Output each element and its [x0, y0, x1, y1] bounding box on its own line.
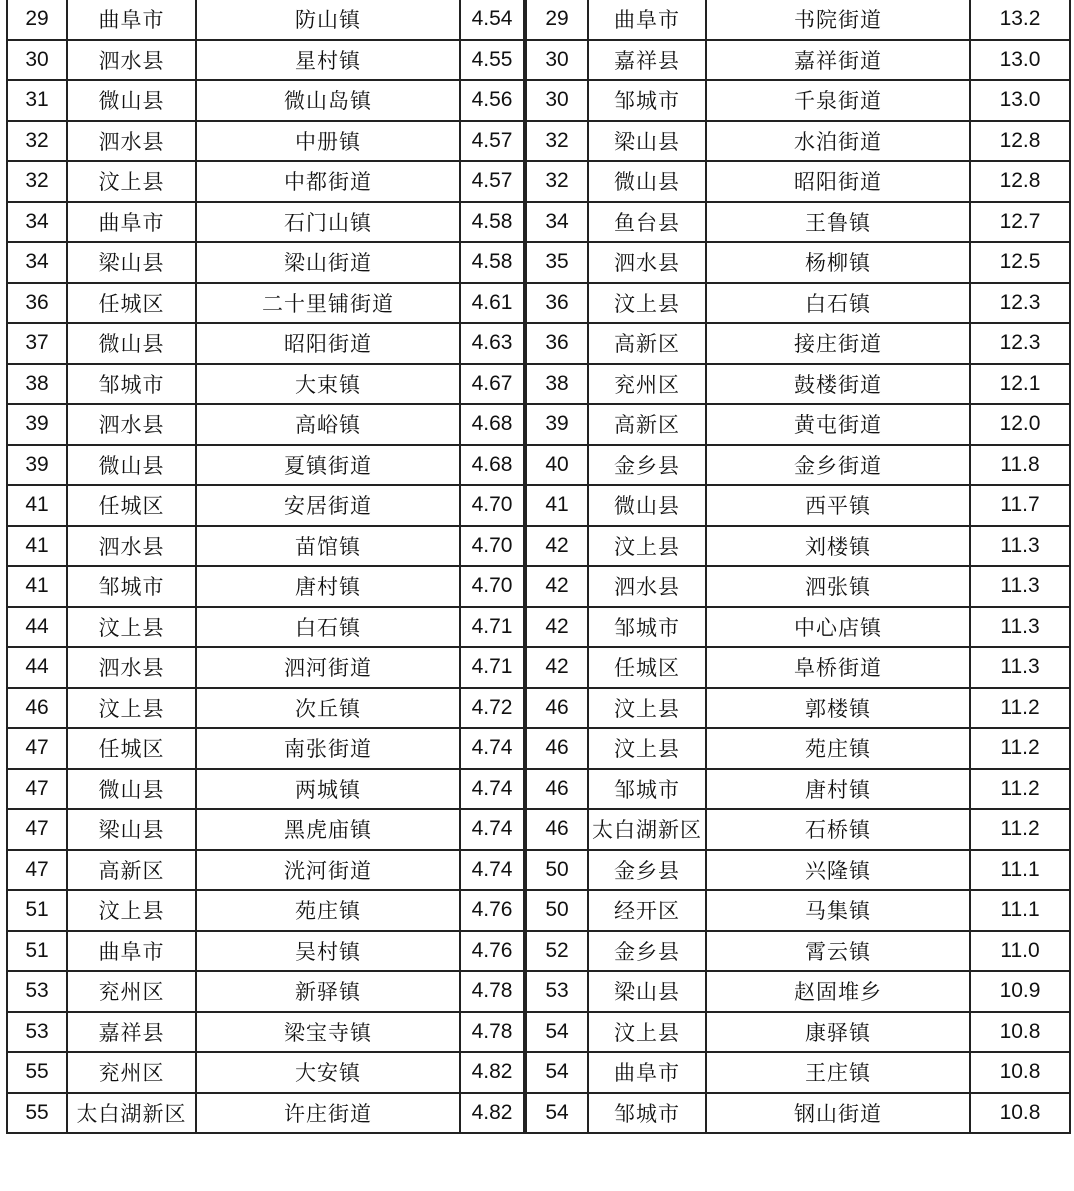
county-cell: 邹城市	[588, 1093, 706, 1134]
table-row	[526, 931, 1070, 972]
county-cell: 汶上县	[588, 688, 706, 729]
rank-cell: 41	[7, 485, 67, 526]
town-cell: 郭楼镇	[706, 688, 970, 729]
county-cell: 鱼台县	[588, 202, 706, 243]
town-cell: 刘楼镇	[706, 526, 970, 567]
town-cell: 大束镇	[196, 364, 460, 405]
table-row	[526, 242, 1070, 283]
value-cell: 11.1	[970, 890, 1070, 931]
county-cell: 微山县	[67, 769, 196, 810]
rank-cell: 51	[7, 931, 67, 972]
rank-cell: 50	[526, 890, 588, 931]
value-cell: 4.82	[460, 1052, 524, 1093]
county-cell: 金乡县	[588, 445, 706, 486]
county-cell: 泗水县	[67, 121, 196, 162]
county-cell: 泗水县	[67, 647, 196, 688]
rank-cell: 46	[526, 688, 588, 729]
table-row	[526, 971, 1070, 1012]
town-cell: 泗河街道	[196, 647, 460, 688]
value-cell: 4.68	[460, 404, 524, 445]
table-row	[7, 607, 524, 648]
table-row	[7, 121, 524, 162]
town-cell: 嘉祥街道	[706, 40, 970, 81]
county-cell: 泗水县	[67, 404, 196, 445]
right-ranking-table	[525, 0, 1071, 1134]
value-cell: 4.74	[460, 769, 524, 810]
county-cell: 高新区	[588, 404, 706, 445]
rank-cell: 50	[526, 850, 588, 891]
county-cell: 微山县	[67, 80, 196, 121]
value-cell: 11.3	[970, 647, 1070, 688]
county-cell: 梁山县	[67, 809, 196, 850]
value-cell: 4.57	[460, 121, 524, 162]
value-cell: 4.78	[460, 971, 524, 1012]
table-row	[526, 769, 1070, 810]
county-cell: 汶上县	[588, 728, 706, 769]
value-cell: 4.71	[460, 647, 524, 688]
table-row	[7, 566, 524, 607]
value-cell: 4.58	[460, 202, 524, 243]
table-row	[7, 161, 524, 202]
town-cell: 黑虎庙镇	[196, 809, 460, 850]
county-cell: 金乡县	[588, 850, 706, 891]
town-cell: 夏镇街道	[196, 445, 460, 486]
value-cell: 4.54	[460, 0, 524, 40]
value-cell: 13.2	[970, 0, 1070, 40]
table-row	[526, 485, 1070, 526]
county-cell: 金乡县	[588, 931, 706, 972]
town-cell: 书院街道	[706, 0, 970, 40]
town-cell: 白石镇	[196, 607, 460, 648]
value-cell: 11.3	[970, 526, 1070, 567]
county-cell: 经开区	[588, 890, 706, 931]
county-cell: 汶上县	[67, 161, 196, 202]
table-row	[526, 566, 1070, 607]
table-row	[7, 526, 524, 567]
rank-cell: 38	[526, 364, 588, 405]
town-cell: 马集镇	[706, 890, 970, 931]
rank-cell: 51	[7, 890, 67, 931]
rank-cell: 29	[526, 0, 588, 40]
county-cell: 梁山县	[588, 971, 706, 1012]
value-cell: 12.1	[970, 364, 1070, 405]
rank-cell: 34	[7, 242, 67, 283]
county-cell: 微山县	[588, 161, 706, 202]
town-cell: 防山镇	[196, 0, 460, 40]
rank-cell: 39	[7, 404, 67, 445]
county-cell: 兖州区	[67, 971, 196, 1012]
county-cell: 微山县	[67, 323, 196, 364]
table-row	[526, 202, 1070, 243]
rank-cell: 53	[7, 971, 67, 1012]
county-cell: 泗水县	[588, 566, 706, 607]
value-cell: 11.8	[970, 445, 1070, 486]
table-row	[7, 850, 524, 891]
town-cell: 梁山街道	[196, 242, 460, 283]
table-row	[7, 931, 524, 972]
table-row	[526, 40, 1070, 81]
rank-cell: 34	[526, 202, 588, 243]
value-cell: 4.72	[460, 688, 524, 729]
town-cell: 唐村镇	[706, 769, 970, 810]
value-cell: 12.3	[970, 283, 1070, 324]
table-row	[526, 890, 1070, 931]
table-row	[526, 607, 1070, 648]
county-cell: 邹城市	[588, 769, 706, 810]
value-cell: 4.70	[460, 526, 524, 567]
county-cell: 曲阜市	[67, 931, 196, 972]
value-cell: 4.70	[460, 485, 524, 526]
town-cell: 王鲁镇	[706, 202, 970, 243]
table-row	[7, 445, 524, 486]
rank-cell: 30	[526, 80, 588, 121]
table-row	[7, 1052, 524, 1093]
table-row	[7, 485, 524, 526]
county-cell: 泗水县	[588, 242, 706, 283]
left-table-body	[7, 0, 524, 1133]
county-cell: 任城区	[67, 728, 196, 769]
table-row	[7, 404, 524, 445]
table-row	[7, 242, 524, 283]
town-cell: 苑庄镇	[706, 728, 970, 769]
table-row	[526, 728, 1070, 769]
rank-cell: 36	[526, 323, 588, 364]
value-cell: 4.56	[460, 80, 524, 121]
town-cell: 石桥镇	[706, 809, 970, 850]
town-cell: 石门山镇	[196, 202, 460, 243]
town-cell: 微山岛镇	[196, 80, 460, 121]
county-cell: 曲阜市	[67, 0, 196, 40]
rank-cell: 41	[7, 526, 67, 567]
value-cell: 4.68	[460, 445, 524, 486]
rank-cell: 54	[526, 1052, 588, 1093]
town-cell: 吴村镇	[196, 931, 460, 972]
county-cell: 嘉祥县	[588, 40, 706, 81]
table-row	[526, 850, 1070, 891]
town-cell: 唐村镇	[196, 566, 460, 607]
value-cell: 13.0	[970, 80, 1070, 121]
county-cell: 汶上县	[67, 890, 196, 931]
county-cell: 邹城市	[588, 607, 706, 648]
rank-cell: 30	[7, 40, 67, 81]
rank-cell: 35	[526, 242, 588, 283]
rank-cell: 55	[7, 1093, 67, 1134]
rank-cell: 37	[7, 323, 67, 364]
town-cell: 王庄镇	[706, 1052, 970, 1093]
value-cell: 4.58	[460, 242, 524, 283]
town-cell: 梁宝寺镇	[196, 1012, 460, 1053]
town-cell: 南张街道	[196, 728, 460, 769]
town-cell: 金乡街道	[706, 445, 970, 486]
rank-cell: 39	[7, 445, 67, 486]
town-cell: 苗馆镇	[196, 526, 460, 567]
table-row	[526, 283, 1070, 324]
table-row	[526, 161, 1070, 202]
table-row	[7, 202, 524, 243]
county-cell: 汶上县	[67, 607, 196, 648]
table-row	[7, 971, 524, 1012]
value-cell: 4.74	[460, 728, 524, 769]
value-cell: 4.78	[460, 1012, 524, 1053]
table-row	[526, 80, 1070, 121]
rank-cell: 47	[7, 769, 67, 810]
value-cell: 11.3	[970, 607, 1070, 648]
rank-cell: 46	[7, 688, 67, 729]
table-row	[7, 1012, 524, 1053]
town-cell: 洸河街道	[196, 850, 460, 891]
rank-cell: 40	[526, 445, 588, 486]
rank-cell: 31	[7, 80, 67, 121]
table-row	[526, 0, 1070, 40]
value-cell: 10.8	[970, 1052, 1070, 1093]
town-cell: 昭阳街道	[196, 323, 460, 364]
value-cell: 4.55	[460, 40, 524, 81]
county-cell: 高新区	[588, 323, 706, 364]
value-cell: 4.76	[460, 890, 524, 931]
table-row	[526, 323, 1070, 364]
town-cell: 星村镇	[196, 40, 460, 81]
rank-cell: 34	[7, 202, 67, 243]
table-row	[526, 1012, 1070, 1053]
county-cell: 嘉祥县	[67, 1012, 196, 1053]
rank-cell: 36	[526, 283, 588, 324]
county-cell: 泗水县	[67, 40, 196, 81]
town-cell: 赵固堆乡	[706, 971, 970, 1012]
table-row	[526, 404, 1070, 445]
county-cell: 高新区	[67, 850, 196, 891]
town-cell: 许庄街道	[196, 1093, 460, 1134]
rank-cell: 54	[526, 1093, 588, 1134]
town-cell: 白石镇	[706, 283, 970, 324]
town-cell: 杨柳镇	[706, 242, 970, 283]
rank-cell: 47	[7, 809, 67, 850]
value-cell: 4.61	[460, 283, 524, 324]
table-row	[526, 809, 1070, 850]
rank-cell: 41	[7, 566, 67, 607]
table-row	[7, 688, 524, 729]
table-row	[7, 283, 524, 324]
county-cell: 兖州区	[67, 1052, 196, 1093]
rank-cell: 47	[7, 850, 67, 891]
county-cell: 曲阜市	[588, 1052, 706, 1093]
value-cell: 4.57	[460, 161, 524, 202]
county-cell: 任城区	[588, 647, 706, 688]
rank-cell: 42	[526, 647, 588, 688]
left-ranking-table	[6, 0, 525, 1134]
value-cell: 11.2	[970, 809, 1070, 850]
rank-cell: 36	[7, 283, 67, 324]
town-cell: 二十里铺街道	[196, 283, 460, 324]
town-cell: 两城镇	[196, 769, 460, 810]
rank-cell: 32	[7, 161, 67, 202]
rank-cell: 29	[7, 0, 67, 40]
rank-cell: 47	[7, 728, 67, 769]
value-cell: 11.7	[970, 485, 1070, 526]
rank-cell: 53	[526, 971, 588, 1012]
county-cell: 汶上县	[67, 688, 196, 729]
value-cell: 11.1	[970, 850, 1070, 891]
rank-cell: 32	[526, 161, 588, 202]
table-row	[7, 769, 524, 810]
county-cell: 任城区	[67, 283, 196, 324]
town-cell: 泗张镇	[706, 566, 970, 607]
county-cell: 汶上县	[588, 283, 706, 324]
town-cell: 昭阳街道	[706, 161, 970, 202]
value-cell: 11.2	[970, 769, 1070, 810]
county-cell: 太白湖新区	[67, 1093, 196, 1134]
value-cell: 11.3	[970, 566, 1070, 607]
town-cell: 霄云镇	[706, 931, 970, 972]
county-cell: 兖州区	[588, 364, 706, 405]
value-cell: 10.8	[970, 1093, 1070, 1134]
rank-cell: 30	[526, 40, 588, 81]
value-cell: 11.0	[970, 931, 1070, 972]
table-row	[526, 364, 1070, 405]
table-row	[526, 647, 1070, 688]
rank-cell: 44	[7, 607, 67, 648]
rank-cell: 42	[526, 526, 588, 567]
town-cell: 西平镇	[706, 485, 970, 526]
table-row	[7, 323, 524, 364]
table-row	[526, 688, 1070, 729]
town-cell: 高峪镇	[196, 404, 460, 445]
rank-cell: 42	[526, 566, 588, 607]
rank-cell: 42	[526, 607, 588, 648]
value-cell: 12.3	[970, 323, 1070, 364]
county-cell: 泗水县	[67, 526, 196, 567]
rank-cell: 46	[526, 809, 588, 850]
value-cell: 4.67	[460, 364, 524, 405]
county-cell: 汶上县	[588, 526, 706, 567]
town-cell: 安居街道	[196, 485, 460, 526]
table-row	[7, 364, 524, 405]
rank-cell: 46	[526, 728, 588, 769]
rank-cell: 39	[526, 404, 588, 445]
table-row	[7, 40, 524, 81]
town-cell: 接庄街道	[706, 323, 970, 364]
table-row	[7, 0, 524, 40]
value-cell: 11.2	[970, 688, 1070, 729]
town-cell: 黄屯街道	[706, 404, 970, 445]
town-cell: 中都街道	[196, 161, 460, 202]
town-cell: 千泉街道	[706, 80, 970, 121]
table-row	[7, 890, 524, 931]
rank-cell: 55	[7, 1052, 67, 1093]
county-cell: 微山县	[588, 485, 706, 526]
value-cell: 13.0	[970, 40, 1070, 81]
town-cell: 水泊街道	[706, 121, 970, 162]
value-cell: 4.82	[460, 1093, 524, 1134]
town-cell: 次丘镇	[196, 688, 460, 729]
county-cell: 太白湖新区	[588, 809, 706, 850]
town-cell: 大安镇	[196, 1052, 460, 1093]
county-cell: 汶上县	[588, 1012, 706, 1053]
county-cell: 曲阜市	[588, 0, 706, 40]
rank-cell: 44	[7, 647, 67, 688]
table-row	[526, 121, 1070, 162]
table-row	[7, 1093, 524, 1134]
value-cell: 12.8	[970, 161, 1070, 202]
table-row	[526, 526, 1070, 567]
table-row	[7, 647, 524, 688]
table-row	[7, 809, 524, 850]
town-cell: 中册镇	[196, 121, 460, 162]
rank-cell: 41	[526, 485, 588, 526]
county-cell: 邹城市	[588, 80, 706, 121]
county-cell: 邹城市	[67, 364, 196, 405]
town-cell: 鼓楼街道	[706, 364, 970, 405]
rank-cell: 38	[7, 364, 67, 405]
town-cell: 中心店镇	[706, 607, 970, 648]
rank-cell: 32	[526, 121, 588, 162]
value-cell: 4.76	[460, 931, 524, 972]
value-cell: 12.0	[970, 404, 1070, 445]
table-row	[7, 80, 524, 121]
value-cell: 12.8	[970, 121, 1070, 162]
town-cell: 苑庄镇	[196, 890, 460, 931]
value-cell: 10.8	[970, 1012, 1070, 1053]
value-cell: 10.9	[970, 971, 1070, 1012]
table-row	[526, 445, 1070, 486]
table-row	[526, 1052, 1070, 1093]
county-cell: 任城区	[67, 485, 196, 526]
town-cell: 新驿镇	[196, 971, 460, 1012]
county-cell: 微山县	[67, 445, 196, 486]
value-cell: 4.63	[460, 323, 524, 364]
value-cell: 4.70	[460, 566, 524, 607]
table-row	[526, 1093, 1070, 1134]
value-cell: 4.74	[460, 850, 524, 891]
county-cell: 梁山县	[67, 242, 196, 283]
county-cell: 梁山县	[588, 121, 706, 162]
county-cell: 曲阜市	[67, 202, 196, 243]
county-cell: 邹城市	[67, 566, 196, 607]
rank-cell: 46	[526, 769, 588, 810]
table-row	[7, 728, 524, 769]
value-cell: 4.71	[460, 607, 524, 648]
right-table-body	[526, 0, 1070, 1133]
rank-cell: 32	[7, 121, 67, 162]
value-cell: 12.7	[970, 202, 1070, 243]
rank-cell: 52	[526, 931, 588, 972]
value-cell: 4.74	[460, 809, 524, 850]
town-cell: 阜桥街道	[706, 647, 970, 688]
town-cell: 兴隆镇	[706, 850, 970, 891]
value-cell: 12.5	[970, 242, 1070, 283]
value-cell: 11.2	[970, 728, 1070, 769]
rank-cell: 53	[7, 1012, 67, 1053]
rank-cell: 54	[526, 1012, 588, 1053]
town-cell: 康驿镇	[706, 1012, 970, 1053]
town-cell: 钢山街道	[706, 1093, 970, 1134]
